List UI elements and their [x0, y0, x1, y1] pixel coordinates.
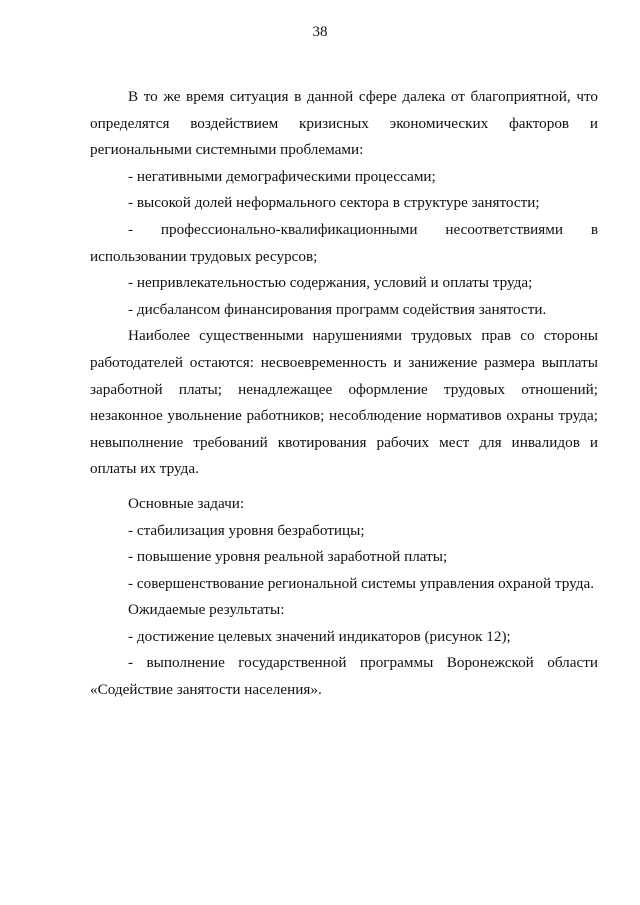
list-item-informal-sector: - высокой долей неформального сектора в структуре занятости;: [128, 194, 540, 212]
list-item-labor-safety-management: - совершенствование региональной системы управления охраной труда.: [128, 574, 595, 592]
list-item-qualification-mismatch: - профессионально-квалификационными несоответствиями в использовании трудовых ресурсов;: [90, 220, 598, 265]
heading-expected-results: Ожидаемые результаты:: [128, 601, 285, 619]
document-body: [90, 84, 598, 704]
page-number: 38: [312, 24, 328, 40]
list-item-unemployment-stabilization: - стабилизация уровня безработицы;: [128, 521, 365, 539]
list-item-state-program: - выполнение государственной программы Воронежской области «Содействие занятости населения».: [90, 654, 598, 699]
list-item-wage-increase: - повышение уровня реальной заработной платы;: [128, 548, 448, 566]
paragraph-intro: В то же время ситуация в данной сфере далека от благоприятной, что определятся воздействием кризисных экономических факторов и региональными системными проблемами:: [90, 88, 598, 159]
list-item-funding-imbalance: - дисбалансом финансирования программ содействия занятости.: [128, 300, 547, 318]
heading-main-tasks: Основные задачи:: [128, 494, 245, 512]
list-item-target-indicators: - достижение целевых значений индикаторов (рисунок 12);: [128, 627, 511, 645]
list-item-unattractive-labor: - непривлекательностью содержания, условий и оплаты труда;: [128, 274, 533, 292]
paragraph-labor-rights-violations: Наиболее существенными нарушениями трудовых прав со стороны работодателей остаются: несвоевременность и занижение размера выплаты заработной платы; ненадлежащее оформление трудовых отношений; незаконное увольнение работников; несоблюдение нормативов охраны труда; невыполнение требований квотирования рабочих мест для инвалидов и оплаты их труда.: [90, 327, 598, 478]
list-item-demography: - негативными демографическими процессами;: [128, 167, 436, 185]
